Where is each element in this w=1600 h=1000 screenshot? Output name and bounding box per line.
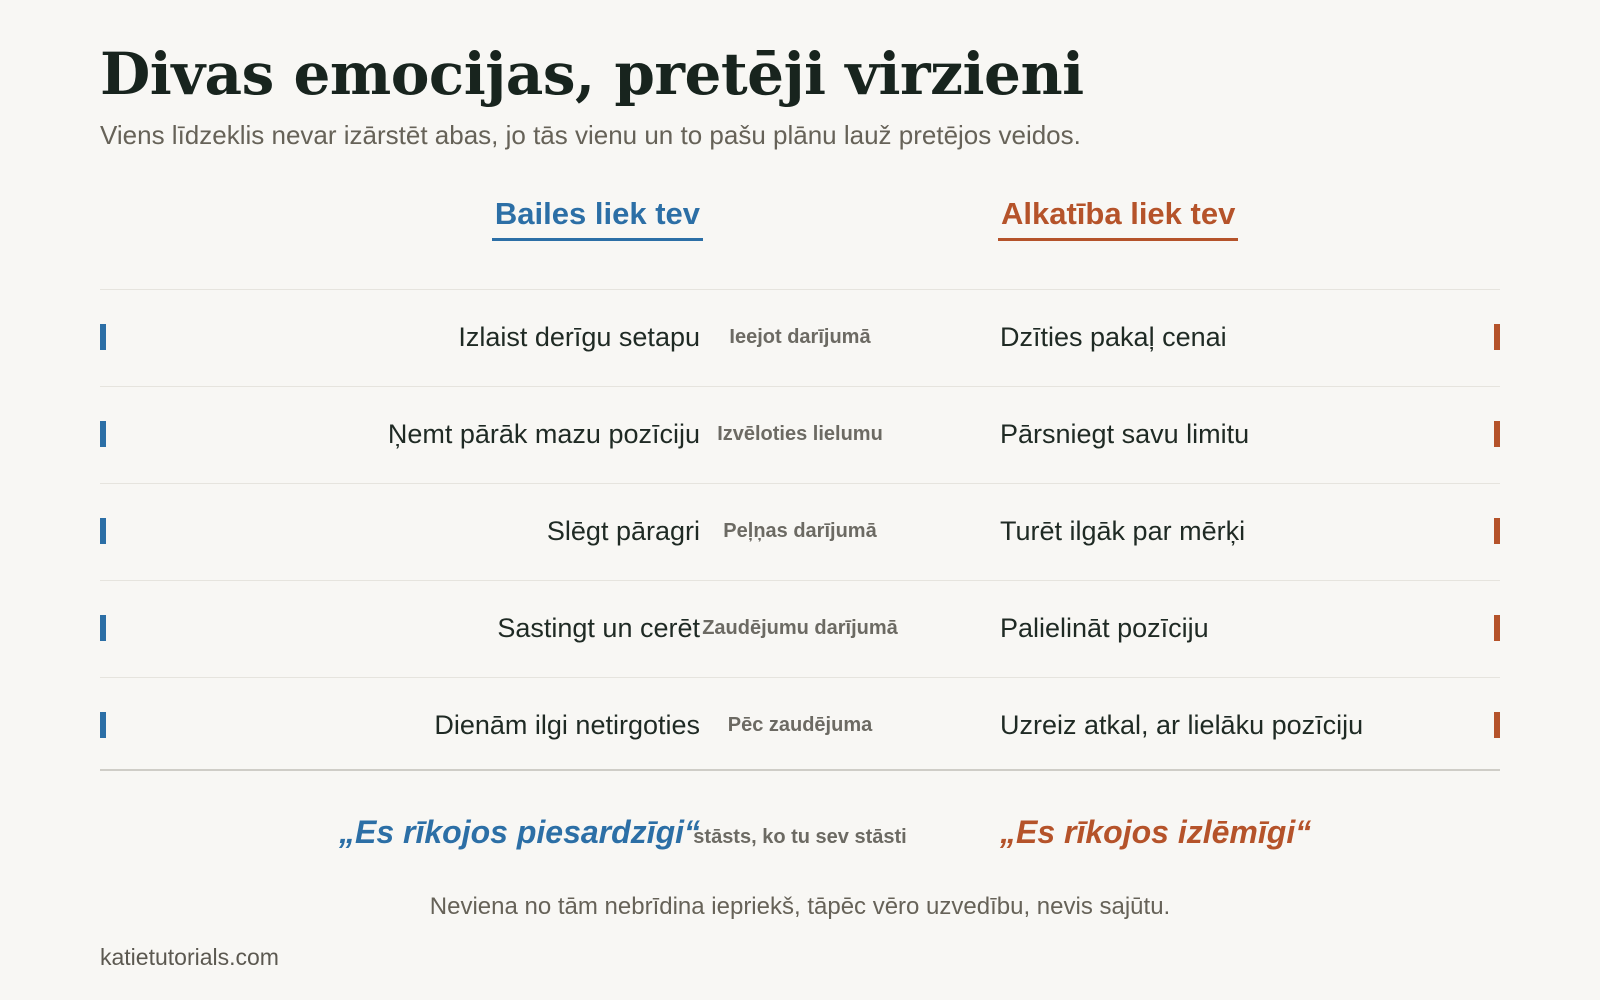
greed-marker — [1494, 421, 1500, 447]
greed-marker — [1494, 712, 1500, 738]
footnote: Neviena no tām nebrīdina iepriekš, tāpēc vēro uzvedību, nevis sajūtu. — [429, 893, 1171, 920]
page-title: Divas emocijas, pretēji virzieni — [100, 40, 1084, 108]
comparison-row — [100, 386, 1500, 483]
fear-behavior: Sastingt un cerēt — [497, 613, 700, 643]
fear-marker — [100, 324, 106, 350]
comparison-row — [100, 677, 1500, 774]
situation-label: Izvēloties lielumu — [717, 423, 883, 445]
fear-story-quote: „Es rīkojos piesardzīgi“ — [339, 814, 700, 850]
greed-marker — [1494, 518, 1500, 544]
comparison-row — [100, 580, 1500, 677]
greed-column-heading: Alkatība liek tev — [998, 196, 1238, 241]
fear-behavior: Ņemt pārāk mazu pozīciju — [387, 419, 700, 449]
fear-marker — [100, 615, 106, 641]
comparison-rows — [100, 289, 1500, 774]
diagram-page — [100, 0, 1500, 1000]
greed-marker — [1494, 324, 1500, 350]
page-subtitle: Viens līdzeklis nevar izārstēt abas, jo tās vienu un to pašu plānu lauž pretējos veidos. — [100, 120, 1081, 150]
site-credit: katietutorials.com — [100, 944, 279, 970]
fear-marker — [100, 518, 106, 544]
greed-behavior: Uzreiz atkal, ar lielāku pozīciju — [1000, 710, 1364, 740]
fear-marker — [100, 712, 106, 738]
fear-behavior: Slēgt pāragri — [546, 516, 700, 546]
situation-label: Zaudējumu darījumā — [702, 617, 898, 639]
situation-label: Peļņas darījumā — [723, 520, 877, 542]
greed-marker — [1494, 615, 1500, 641]
fear-behavior: Izlaist derīgu setapu — [458, 322, 700, 352]
story-label: stāsts, ko tu sev stāsti — [693, 826, 907, 848]
fear-marker — [100, 421, 106, 447]
greed-story-quote: „Es rīkojos izlēmīgi“ — [1000, 814, 1312, 850]
greed-behavior: Dzīties pakaļ cenai — [1000, 322, 1227, 352]
fear-behavior: Dienām ilgi netirgoties — [434, 710, 700, 740]
greed-behavior: Palielināt pozīciju — [1000, 613, 1209, 643]
situation-label: Pēc zaudējuma — [727, 714, 873, 736]
fear-column-heading: Bailes liek tev — [492, 196, 703, 241]
situation-label: Ieejot darījumā — [729, 326, 871, 348]
greed-behavior: Pārsniegt savu limitu — [1000, 419, 1250, 449]
rows-divider — [100, 769, 1500, 771]
comparison-row — [100, 289, 1500, 386]
greed-behavior: Turēt ilgāk par mērķi — [1000, 516, 1246, 546]
comparison-row — [100, 483, 1500, 580]
